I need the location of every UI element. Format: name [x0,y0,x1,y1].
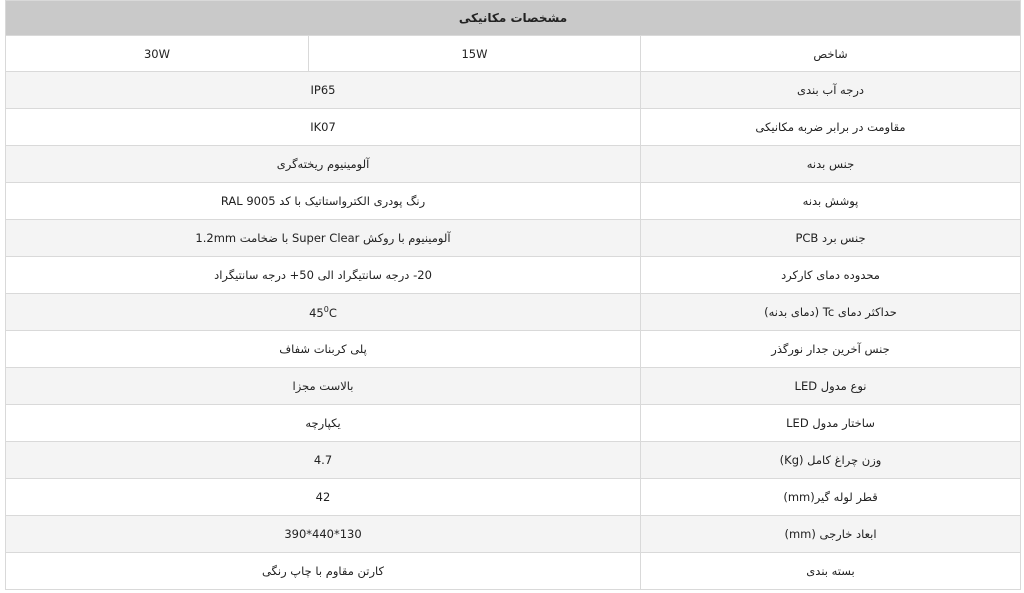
row-value: 4.7 [6,442,641,479]
table-row [6,220,1021,257]
row-value: آلومینیوم ریخته‌گری [6,146,641,183]
table-row [6,405,1021,442]
table-title: مشخصات مکانیکی [6,1,1021,36]
table-title-row [6,1,1021,36]
table-row [6,479,1021,516]
row-label: مقاومت در برابر ضربه مکانیکی [641,109,1021,146]
table-row [6,516,1021,553]
table-row [6,257,1021,294]
row-value: IP65 [6,72,641,109]
tc-unit: C [328,305,337,320]
row-label: حداکثر دمای Tc (دمای بدنه) [641,294,1021,331]
row-label: جنس آخرین جدار نورگذر [641,331,1021,368]
column-header-label: شاخص [641,36,1021,72]
tc-value: 45 [309,305,324,320]
row-label: جنس بدنه [641,146,1021,183]
row-value: کارتن مقاوم با چاپ رنگی [6,553,641,590]
table-row [6,294,1021,331]
row-value: 130*440*390 [6,516,641,553]
table-row [6,442,1021,479]
table-row [6,553,1021,590]
row-label: ابعاد خارجی (mm) [641,516,1021,553]
table-row [6,183,1021,220]
row-value: بالاست مجزا [6,368,641,405]
row-label: درجه آب بندی [641,72,1021,109]
row-label: وزن چراغ کامل (Kg) [641,442,1021,479]
row-value: 20- درجه سانتیگراد الی 50+ درجه سانتیگراد [6,257,641,294]
row-label: پوشش بدنه [641,183,1021,220]
row-value: آلومینیوم با روکش Super Clear با ضخامت 1.2mm [6,220,641,257]
row-value: 42 [6,479,641,516]
table-row [6,109,1021,146]
column-header-row [6,36,1021,72]
row-label: جنس برد PCB [641,220,1021,257]
mechanical-spec-table [5,0,1021,590]
tc-degree-sup: 0 [323,304,329,314]
row-value: یکپارچه [6,405,641,442]
row-value: IK07 [6,109,641,146]
row-label: قطر لوله گیر(mm) [641,479,1021,516]
row-label: ساختار مدول LED [641,405,1021,442]
row-label: محدوده دمای کارکرد [641,257,1021,294]
table-row [6,72,1021,109]
column-header-15w: 15W [309,36,641,72]
column-header-30w: 30W [6,36,309,72]
table-row [6,331,1021,368]
table-row [6,146,1021,183]
row-value: پلی کربنات شفاف [6,331,641,368]
row-value: رنگ پودری الکترواستاتیک با کد RAL 9005 [6,183,641,220]
row-value [6,294,641,331]
row-label: بسته بندی [641,553,1021,590]
row-label: نوع مدول LED [641,368,1021,405]
table-row [6,368,1021,405]
